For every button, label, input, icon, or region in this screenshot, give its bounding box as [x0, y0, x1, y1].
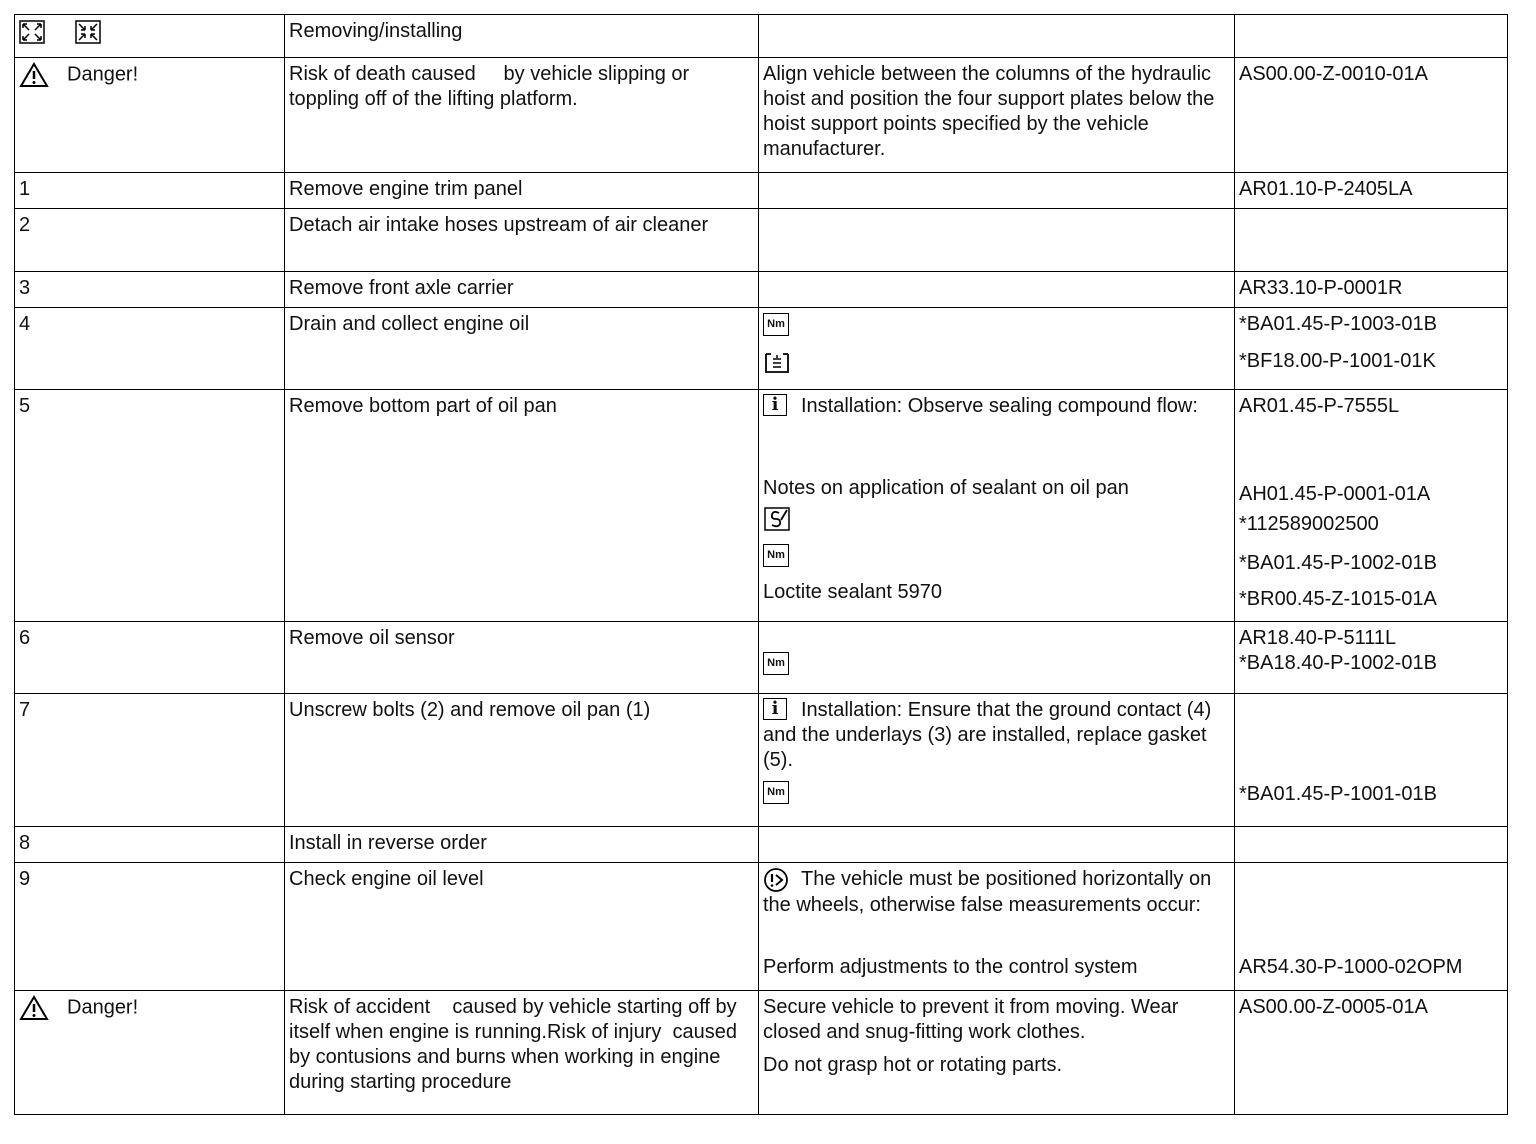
document-link[interactable]: AS00.00-Z-0005-01A — [1235, 991, 1508, 1115]
info-text: Installation: Ensure that the ground contact (4) and the underlays (3) are installed, replace gasket (5). — [763, 699, 1212, 771]
notice-icon[interactable] — [763, 867, 789, 893]
expand-icon[interactable] — [19, 20, 45, 44]
step-number: 6 — [15, 622, 285, 694]
step-row — [15, 173, 1508, 209]
danger-row-1 — [15, 58, 1508, 173]
info-text: Installation: Observe sealing compound flow: — [801, 395, 1198, 417]
step-action: Detach air intake hoses upstream of air cleaner — [285, 209, 759, 272]
document-link[interactable]: *BA01.45-P-1001-01B — [1239, 783, 1437, 805]
notice-text: The vehicle must be positioned horizontally on the wheels, otherwise false measurements occur: — [763, 868, 1212, 916]
step-number: 4 — [15, 308, 285, 390]
torque-icon[interactable]: Nm — [763, 781, 789, 804]
step-action: Remove bottom part of oil pan — [285, 390, 759, 622]
document-link[interactable]: *BF18.00-P-1001-01K — [1239, 350, 1436, 372]
header-row — [15, 15, 1508, 58]
step-number: 2 — [15, 209, 285, 272]
info-icon[interactable]: i — [763, 698, 787, 720]
document-link[interactable]: AR01.10-P-2405LA — [1235, 173, 1508, 209]
step-action: Unscrew bolts (2) and remove oil pan (1) — [285, 694, 759, 827]
info-icon[interactable]: i — [763, 394, 787, 416]
step-number: 8 — [15, 827, 285, 863]
step-row — [15, 694, 1508, 827]
step-number: 9 — [15, 863, 285, 991]
document-link[interactable]: AR54.30-P-1000-02OPM — [1239, 956, 1463, 978]
document-link[interactable]: AR18.40-P-5111L — [1239, 627, 1397, 649]
warning-icon — [19, 995, 49, 1021]
special-tool-icon[interactable] — [763, 506, 791, 532]
document-link[interactable]: *BA01.45-P-1002-01B — [1239, 552, 1437, 574]
step-number: 3 — [15, 272, 285, 308]
step-number: 5 — [15, 390, 285, 622]
document-link[interactable]: *BA01.45-P-1003-01B — [1239, 313, 1437, 335]
step-row — [15, 827, 1508, 863]
sealant-note: Notes on application of sealant on oil pan — [763, 477, 1129, 499]
step-action: Remove oil sensor — [285, 622, 759, 694]
step-number: 1 — [15, 173, 285, 209]
document-link[interactable]: AR01.45-P-7555L — [1239, 395, 1400, 417]
sealant-name: Loctite sealant 5970 — [763, 581, 943, 603]
step-action: Drain and collect engine oil — [285, 308, 759, 390]
step-row — [15, 272, 1508, 308]
step-action: Check engine oil level — [285, 863, 759, 991]
step-number: 7 — [15, 694, 285, 827]
document-link[interactable]: AS00.00-Z-0010-01A — [1235, 58, 1508, 173]
danger-label: Danger! — [67, 63, 139, 86]
collapse-icon[interactable] — [75, 20, 101, 44]
step-row — [15, 622, 1508, 694]
document-link[interactable]: AR33.10-P-0001R — [1235, 272, 1508, 308]
step-row — [15, 209, 1508, 272]
header-icons-cell — [15, 15, 285, 58]
step-row — [15, 863, 1508, 991]
document-link[interactable]: AH01.45-P-0001-01A — [1239, 483, 1431, 505]
fluid-capacity-icon[interactable] — [763, 349, 791, 375]
danger-measure: Do not grasp hot or rotating parts. — [763, 1054, 1063, 1076]
adjustment-text: Perform adjustments to the control system — [763, 956, 1138, 978]
danger-measure: Secure vehicle to prevent it from moving. Wear closed and snug-fitting work clothes. — [763, 996, 1179, 1043]
part-number[interactable]: *112589002500 — [1239, 513, 1379, 535]
procedure-table — [14, 14, 1508, 1115]
step-action: Install in reverse order — [285, 827, 759, 863]
step-action: Remove engine trim panel — [285, 173, 759, 209]
danger-measure: Align vehicle between the columns of the hydraulic hoist and position the four support plates below the hoist support points specified by the vehicle manufacturer. — [759, 58, 1235, 173]
danger-row-2 — [15, 991, 1508, 1115]
document-link[interactable]: *BA18.40-P-1002-01B — [1239, 652, 1437, 674]
torque-icon[interactable]: Nm — [763, 652, 789, 675]
torque-icon[interactable]: Nm — [763, 544, 789, 567]
step-row — [15, 390, 1508, 622]
danger-label: Danger! — [67, 996, 139, 1019]
header-title: Removing/installing — [285, 15, 759, 58]
warning-icon — [19, 62, 49, 88]
step-action: Remove front axle carrier — [285, 272, 759, 308]
torque-icon[interactable]: Nm — [763, 313, 789, 336]
danger-risk: Risk of death caused by vehicle slipping or toppling off of the lifting platform. — [285, 58, 759, 173]
step-row — [15, 308, 1508, 390]
document-link[interactable]: *BR00.45-Z-1015-01A — [1239, 588, 1437, 610]
danger-risk: Risk of accident caused by vehicle starting off by itself when engine is running.Risk of injury caused by contusions and burns when working in engine during starting procedure — [285, 991, 759, 1115]
